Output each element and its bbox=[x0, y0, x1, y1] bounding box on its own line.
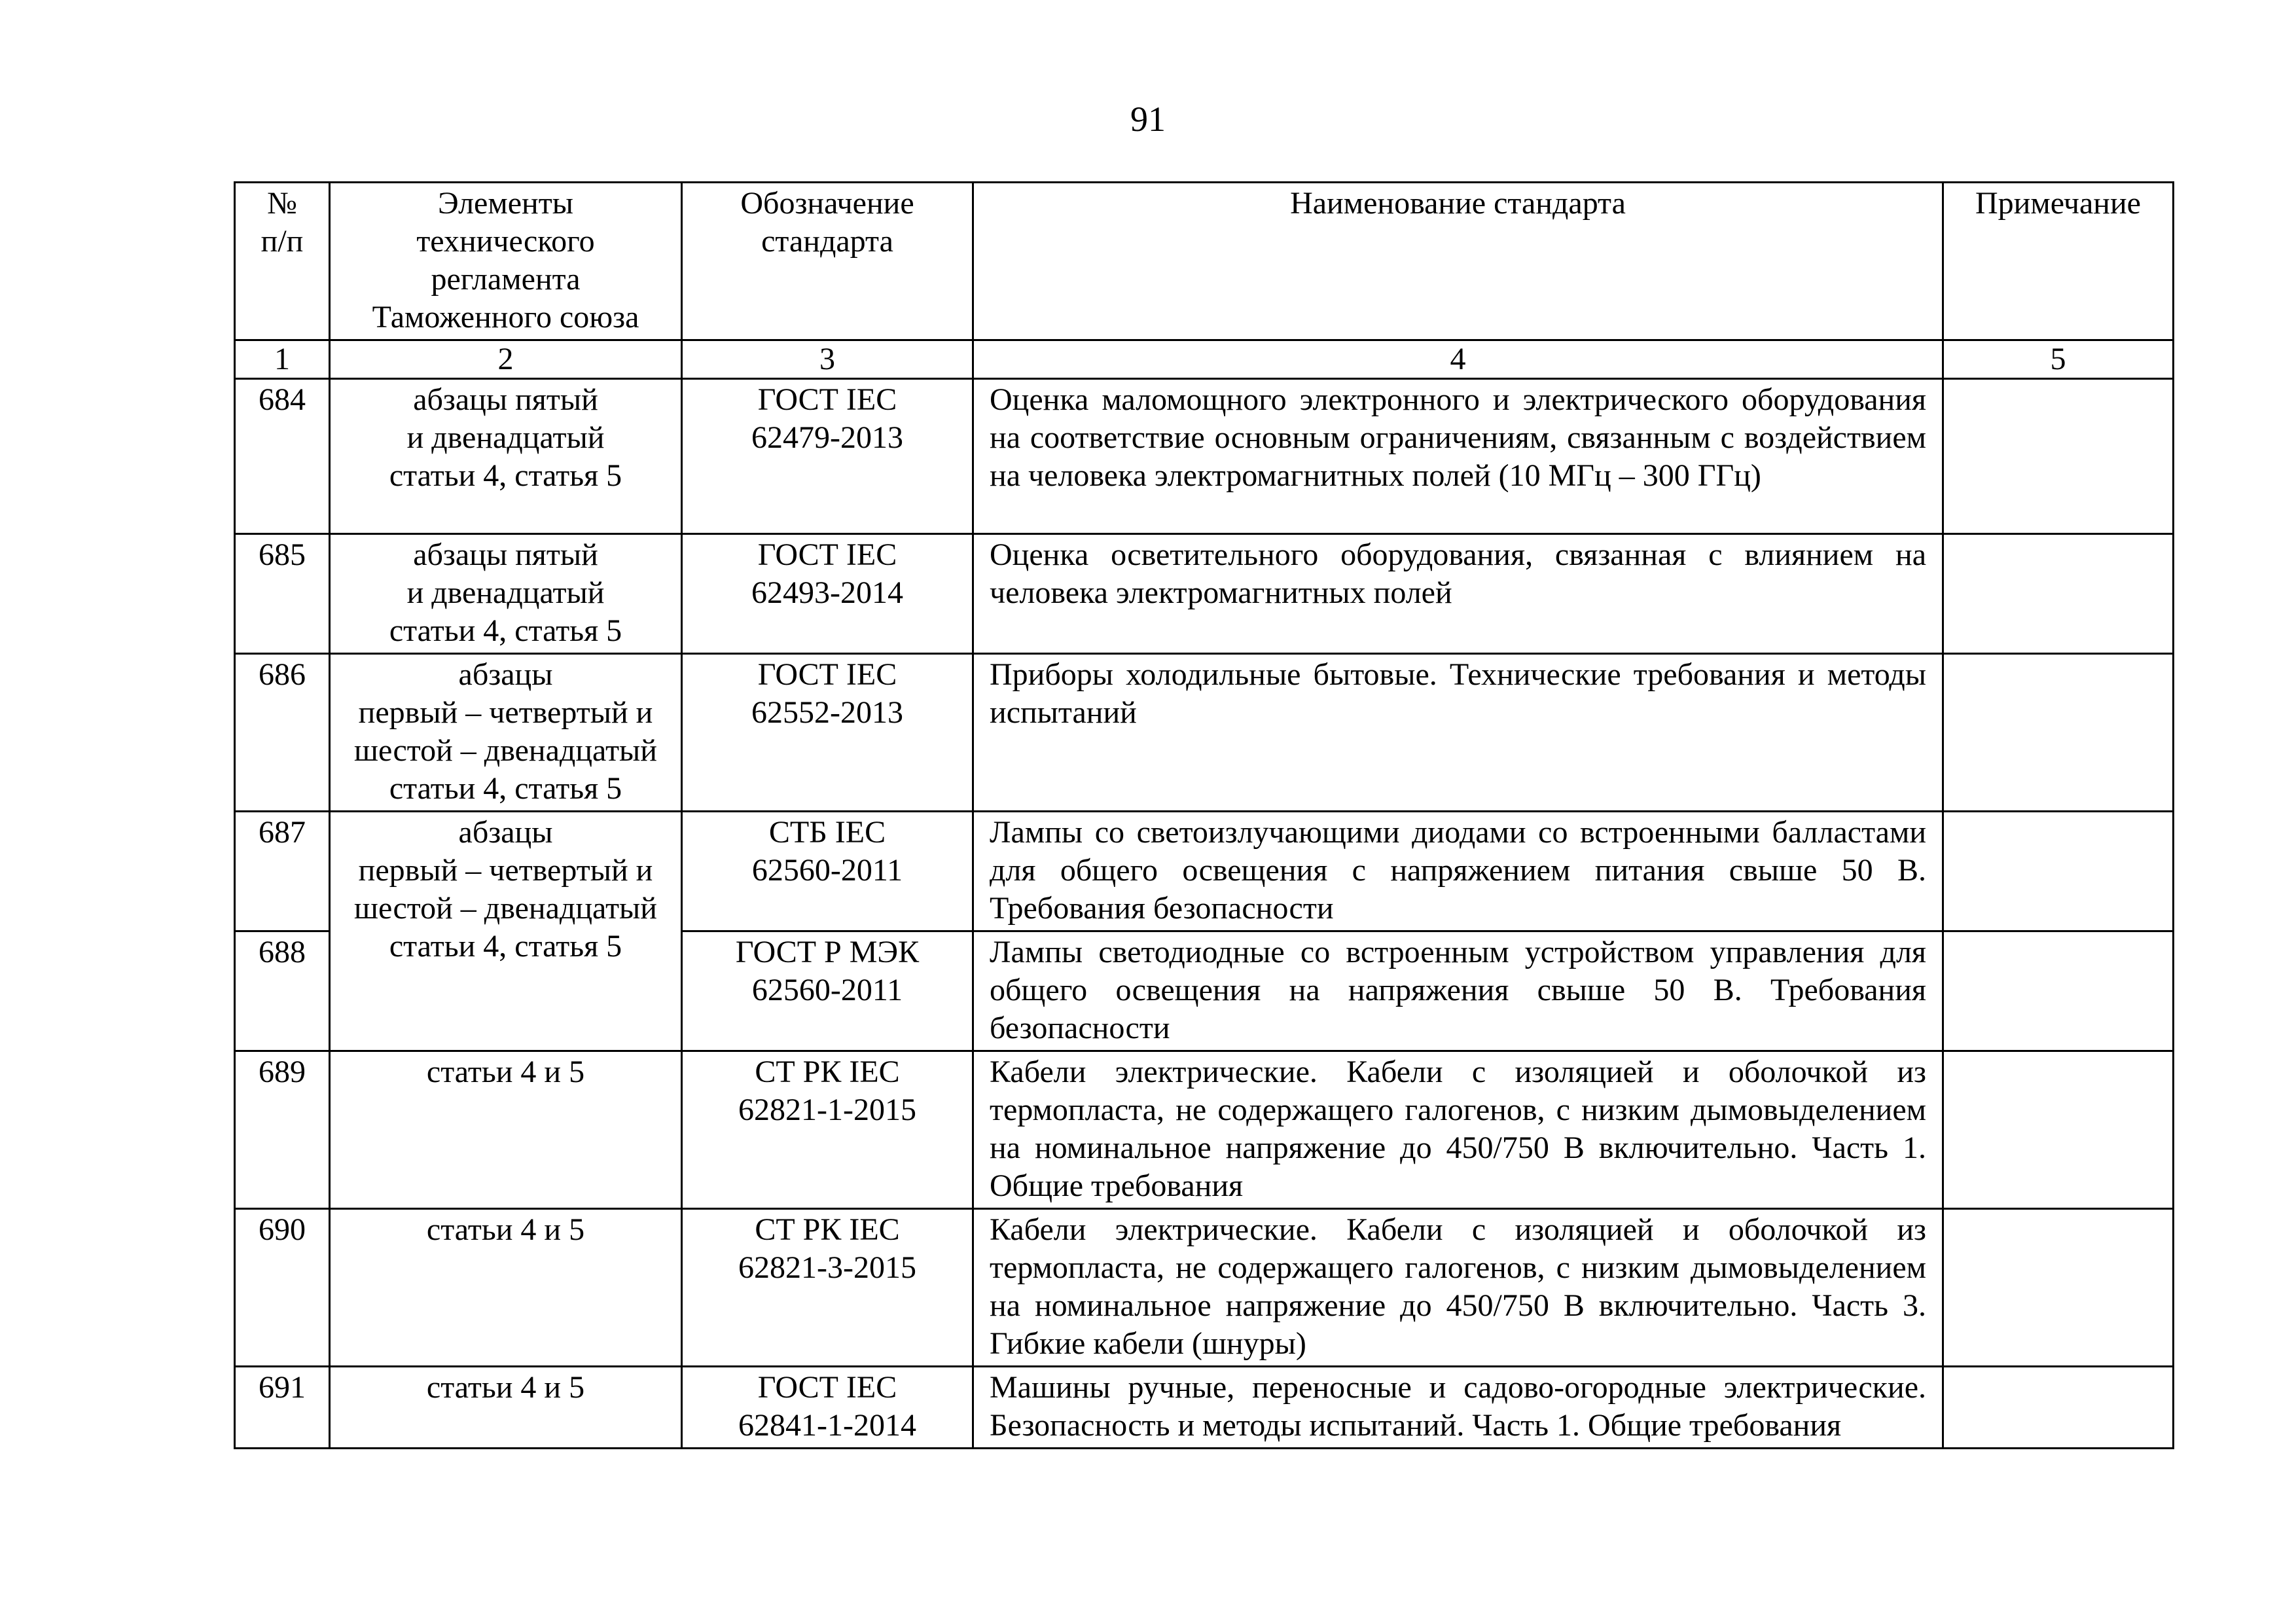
column-number: 4 bbox=[973, 340, 1943, 379]
row-elements: статьи 4 и 5 bbox=[330, 1051, 682, 1209]
row-note bbox=[1943, 812, 2174, 931]
row-standard-name: Приборы холодильные бытовые. Технические требования и методы испытаний bbox=[973, 654, 1943, 812]
row-number: 684 bbox=[235, 379, 330, 534]
table-row bbox=[235, 1051, 2174, 1209]
row-elements: абзацы пятый и двенадцатый статьи 4, статья 5 bbox=[330, 379, 682, 534]
row-number: 690 bbox=[235, 1209, 330, 1367]
table-row bbox=[235, 1367, 2174, 1449]
row-designation: СТ РК IEC 62821-1-2015 bbox=[682, 1051, 973, 1209]
row-designation: ГОСТ IEC 62479-2013 bbox=[682, 379, 973, 534]
row-note bbox=[1943, 931, 2174, 1051]
header-num: № п/п bbox=[235, 183, 330, 340]
header-elements: Элементы технического регламента Таможенного союза bbox=[330, 183, 682, 340]
row-standard-name: Машины ручные, переносные и садово-огородные электрические. Безопасность и методы испытаний. Часть 1. Общие требования bbox=[973, 1367, 1943, 1449]
row-designation: СТБ IEC 62560-2011 bbox=[682, 812, 973, 931]
column-numbers-row bbox=[235, 340, 2174, 379]
row-number: 688 bbox=[235, 931, 330, 1051]
row-standard-name: Лампы со светоизлучающими диодами со встроенными балластами для общего освещения с напряжением питания свыше 50 В. Требования безопасности bbox=[973, 812, 1943, 931]
row-note bbox=[1943, 379, 2174, 534]
table-row bbox=[235, 379, 2174, 534]
row-standard-name: Кабели электрические. Кабели с изоляцией и оболочкой из термопласта, не содержащего галогенов, с низким дымовыделением на номинальное напряжение до 450/750 В включительно. Часть 1. Общие требования bbox=[973, 1051, 1943, 1209]
row-elements: статьи 4 и 5 bbox=[330, 1367, 682, 1449]
row-designation: СТ РК IEC 62821-3-2015 bbox=[682, 1209, 973, 1367]
row-standard-name: Оценка маломощного электронного и электрического оборудования на соответствие основным ограничениям, связанным с воздействием на человека электромагнитных полей (10 МГц – 300 ГГц) bbox=[973, 379, 1943, 534]
row-number: 687 bbox=[235, 812, 330, 931]
row-number: 686 bbox=[235, 654, 330, 812]
row-elements: абзацы первый – четвертый и шестой – двенадцатый статьи 4, статья 5 bbox=[330, 654, 682, 812]
table-row bbox=[235, 534, 2174, 654]
row-designation: ГОСТ Р МЭК 62560-2011 bbox=[682, 931, 973, 1051]
row-elements: абзацы пятый и двенадцатый статьи 4, статья 5 bbox=[330, 534, 682, 654]
header-note: Примечание bbox=[1943, 183, 2174, 340]
row-designation: ГОСТ IEC 62552-2013 bbox=[682, 654, 973, 812]
table-header-row bbox=[235, 183, 2174, 340]
row-standard-name: Оценка осветительного оборудования, связанная с влиянием на человека электромагнитных полей bbox=[973, 534, 1943, 654]
standards-table bbox=[234, 181, 2174, 1449]
row-number: 691 bbox=[235, 1367, 330, 1449]
column-number: 1 bbox=[235, 340, 330, 379]
row-standard-name: Лампы светодиодные со встроенным устройством управления для общего освещения на напряжения свыше 50 В. Требования безопасности bbox=[973, 931, 1943, 1051]
row-note bbox=[1943, 1367, 2174, 1449]
row-number: 685 bbox=[235, 534, 330, 654]
column-number: 5 bbox=[1943, 340, 2174, 379]
table-row bbox=[235, 1209, 2174, 1367]
row-elements: статьи 4 и 5 bbox=[330, 1209, 682, 1367]
row-number: 689 bbox=[235, 1051, 330, 1209]
row-note bbox=[1943, 534, 2174, 654]
row-designation: ГОСТ IEC 62493-2014 bbox=[682, 534, 973, 654]
row-note bbox=[1943, 1209, 2174, 1367]
row-note bbox=[1943, 654, 2174, 812]
page-number: 91 bbox=[1130, 99, 1166, 139]
row-note bbox=[1943, 1051, 2174, 1209]
header-name: Наименование стандарта bbox=[973, 183, 1943, 340]
row-elements: абзацы первый – четвертый и шестой – двенадцатый статьи 4, статья 5 bbox=[330, 812, 682, 1051]
table-row bbox=[235, 812, 2174, 931]
row-designation: ГОСТ IEC 62841-1-2014 bbox=[682, 1367, 973, 1449]
column-number: 2 bbox=[330, 340, 682, 379]
column-number: 3 bbox=[682, 340, 973, 379]
row-standard-name: Кабели электрические. Кабели с изоляцией и оболочкой из термопласта, не содержащего галогенов, с низким дымовыделением на номинальное напряжение до 450/750 В включительно. Часть 3. Гибкие кабели (шнуры) bbox=[973, 1209, 1943, 1367]
header-designation: Обозначение стандарта bbox=[682, 183, 973, 340]
table-row bbox=[235, 654, 2174, 812]
